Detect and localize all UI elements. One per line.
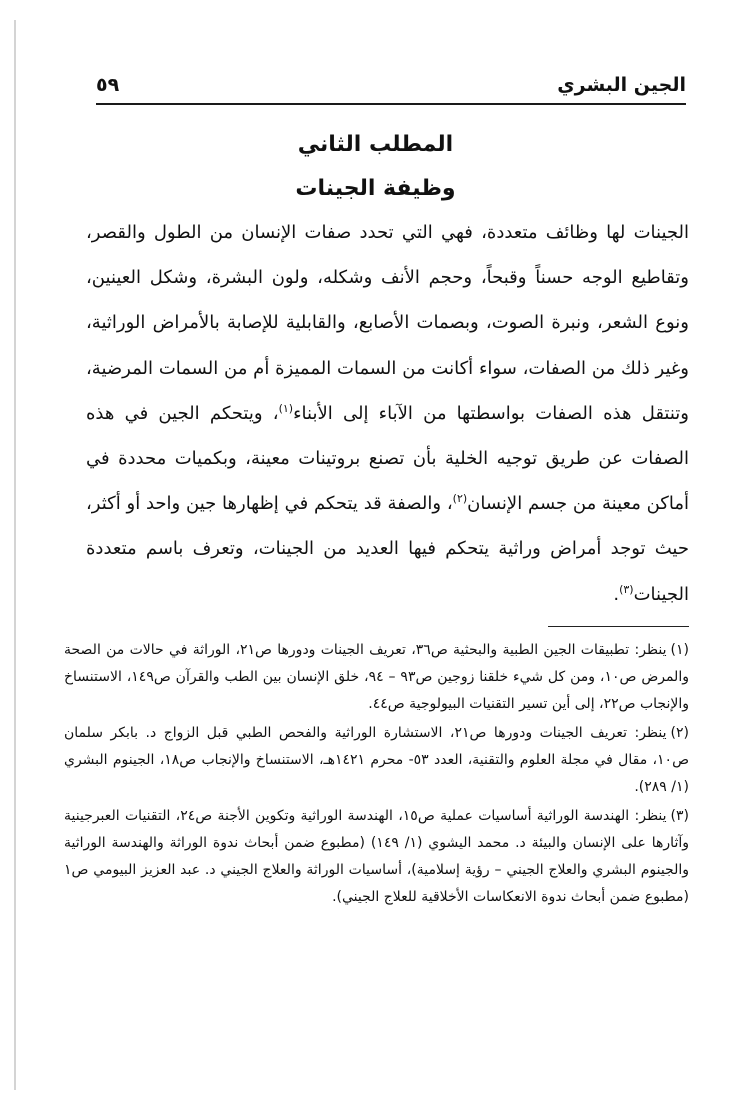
footnote-reference-2[interactable]: (٢) <box>452 492 468 506</box>
page-edge-shadow <box>14 20 16 1090</box>
body-paragraph <box>86 210 689 617</box>
footnote-separator <box>548 626 689 627</box>
footnote-text: ينظر: تطبيقات الجين الطبية والبحثية ص٣٦، تعريف الجينات ودورها ص٢١، الوراثة في حالات من الصحة والمرض ص١٠، ومن كل شيء خلقنا زوجين ص٩٣ – ٩٤، خلق الإنسان بين الطب والقرآن ص١٤٩، الاستنساخ والإنجاب ص٢٢، إلى أين تسير التقنيات البيولوجية ص٤٤. <box>64 642 689 712</box>
header-rule <box>96 103 686 105</box>
body-text-part-3: ، والصفة قد يتحكم في إظهارها جين واحد أو أكثر، حيث توجد أمراض وراثية يتحكم فيها العديد من الجينات، وتعرف باسم متعددة الجينات <box>86 493 689 605</box>
footnote-mark: (٣) <box>670 808 690 824</box>
footnote-reference-3[interactable]: (٣) <box>619 582 634 596</box>
page-number: ٥٩ <box>96 74 120 96</box>
footnote-mark: (١) <box>670 642 689 658</box>
body-text-part-1: الجينات لها وظائف متعددة، فهي التي تحدد صفات الإنسان من الطول والقصر، وتقاطيع الوجه حسناً وقبحاً، وحجم الأنف وشكله، ولون البشرة، وشكل العينين، ونوع الشعر، ونبرة الصوت، وبصمات الأصابع، والقابلية للإصابة بالأمراض الوراثية، وغير ذلك من الصفات، سواء أكانت من السمات المميزة أم من السمات المرضية، وتنتقل هذه الصفات بواسطتها من الآباء إلى الأبناء <box>86 222 689 424</box>
footnote <box>64 637 689 718</box>
footnote <box>64 720 689 801</box>
body-text-part-2: ، ويتحكم الجين في هذه الصفات عن طريق توجيه الخلية بأن تصنع بروتينات معينة، وبكميات محددة في أماكن معينة من جسم الإنسان <box>86 402 690 515</box>
footnote-text: ينظر: الهندسة الوراثية أساسيات عملية ص١٥، الهندسة الوراثية وتكوين الأجنة ص٢٤، التقنيات العبرجينية وآثارها على الإنسان والبيئة د. محمد اليشوي (١/ ١٤٩) (مطبوع ضمن أبحاث ندوة الوراثة والهندسة الوراثية والجينوم البشري والعلاج الجيني – رؤية إسلامية)، أساسيات الوراثة والعلاج الجيني د. عبد العزيز البيومي ص١ (مطبوع ضمن أبحاث ندوة الانعكاسات الأخلاقية للعلاج الجيني). <box>64 808 689 905</box>
running-title: الجين البشري <box>557 74 686 96</box>
running-header <box>96 72 686 102</box>
footnote-reference-1[interactable]: (١) <box>278 401 294 415</box>
body-text-part-4: . <box>613 583 620 605</box>
section-heading: المطلب الثاني <box>297 132 454 157</box>
topic-heading: وظيفة الجينات <box>295 176 456 201</box>
footnote-text: ينظر: تعريف الجينات ودورها ص٢١، الاستشارة الوراثية والفحص الطبي قبل الزواج د. بابكر سلمان ص١٠، مقال في مجلة العلوم والتقنية، العدد ٥٣- محرم ١٤٢١هـ، الاستنساخ والإنجاب ص١٨، الجينوم البشري (١/ ٢٨٩). <box>64 725 689 795</box>
footnote-mark: (٢) <box>670 725 689 741</box>
footnote <box>64 803 689 911</box>
footnotes-list <box>64 637 689 913</box>
